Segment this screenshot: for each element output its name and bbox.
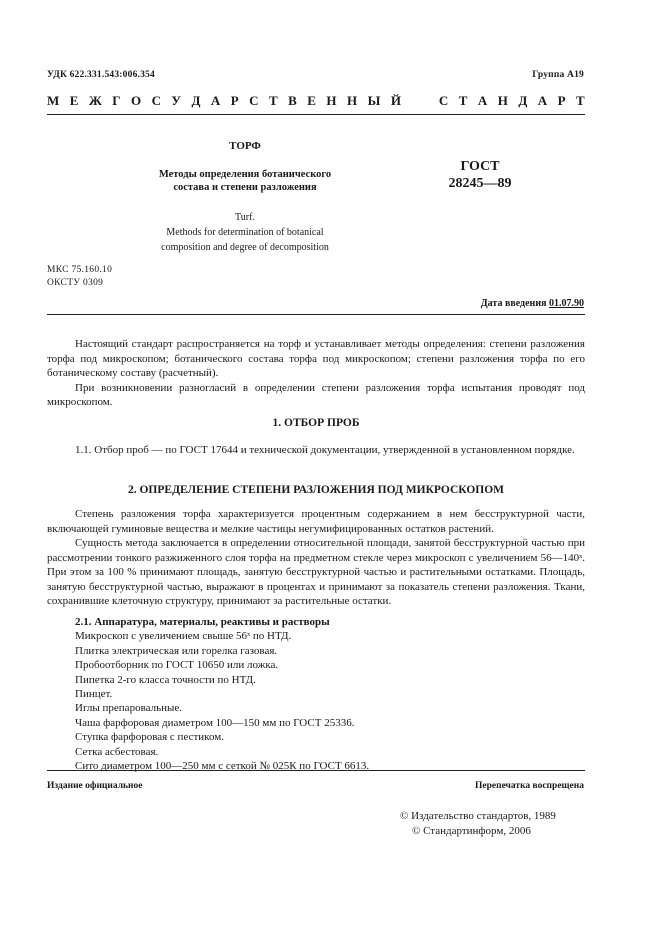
title-russian (150, 168, 340, 194)
banner-letter: Е (307, 93, 316, 108)
banner-letter (411, 93, 414, 109)
banner-letter: Й (390, 93, 401, 108)
section-1-paragraph: 1.1. Отбор проб — по ГОСТ 17644 и технической документации, утвержденной в установленном порядке. (75, 444, 575, 456)
list-item: Пинцет. (75, 688, 113, 701)
interstate-standard-banner (47, 93, 585, 109)
gost-number: 28245—89 (448, 176, 512, 191)
section-2-paragraph-2: Сущность метода заключается в определении относительной площади, занятой бесструктурной частью при рассмотрении тонкого разжиженного слоя торфа на предметном стекле через микроскоп с увеличением 56—140ˣ. При этом за 100 % принимают площадь, занятую бесструктурной частью и растительными остатками. Площадь, занятую бесструктурной частью, выражают в процентах и принимают за показатель степени разложения. Ткани, сохранившие клеточную структуру, принимают за растительные остатки. (47, 537, 585, 607)
copyright-publisher: © Издательство стандартов, 1989 (400, 810, 556, 822)
section-2-paragraph-1: Степень разложения торфа характеризуется процентным содержанием в нем бесструктурной части, включающей гуминовые вещества и мелкие частицы негумифицированных остатков растений. (47, 508, 585, 535)
title-russian-line1: Методы определения ботанического (158, 169, 332, 180)
list-item: Сетка асбестовая. (75, 745, 159, 758)
banner-letter: Г (112, 93, 121, 108)
official-edition-label: Издание официальное (47, 781, 143, 791)
list-item: Микроскоп с увеличением свыше 56ˣ по НТД. (75, 630, 292, 643)
gost-designation (445, 158, 515, 192)
copyright-standartinform: © Стандартинформ, 2006 (412, 825, 531, 837)
banner-letter: Н (326, 93, 337, 108)
date-divider (47, 314, 585, 315)
introduction-date-label: Дата введения (480, 298, 547, 309)
banner-letter: М (47, 93, 60, 108)
list-item: Чаша фарфоровая диаметром 100—150 мм по ГОСТ 25336. (75, 716, 355, 729)
banner-letter: А (537, 93, 548, 108)
intro-paragraph-1: Настоящий стандарт распространяется на торф и устанавливает методы определения: степени разложения торфа под микроскопом; ботанического состава торфа под микроскопом; степени разложения торфа по его ботаническому составу (расчетный). (47, 338, 585, 379)
banner-letter: О (130, 93, 142, 108)
list-item: Ступка фарфоровая с пестиком. (75, 731, 224, 744)
banner-letter: С (249, 93, 259, 108)
list-item: Сито диаметром 100—250 мм с сеткой № 025К по ГОСТ 6613. (75, 760, 370, 773)
group-code: Группа А19 (532, 70, 584, 80)
banner-letter: Н (497, 93, 508, 108)
banner-letter: Т (269, 93, 278, 108)
banner-letter: С (151, 93, 161, 108)
intro-section (47, 337, 585, 410)
banner-letter: Ж (88, 93, 102, 108)
title-english-line1: Turf. (235, 212, 255, 223)
introduction-date (481, 298, 584, 309)
section-1-heading: 1. ОТБОР ПРОБ (272, 417, 360, 429)
list-item: Иглы препаровальные. (75, 702, 183, 715)
list-item: Пробоотборник по ГОСТ 10650 или ложка. (75, 659, 279, 672)
okstu-code: ОКСТУ 0309 (47, 278, 104, 288)
section-2-body (47, 507, 585, 609)
banner-letter: У (171, 93, 181, 108)
section-2-heading: 2. ОПРЕДЕЛЕНИЕ СТЕПЕНИ РАЗЛОЖЕНИЯ ПОД МИКРОСКОПОМ (127, 484, 505, 496)
banner-letter: Д (191, 93, 201, 108)
header-divider (47, 114, 585, 115)
banner-letter: В (288, 93, 297, 108)
banner-letter: Е (69, 93, 79, 108)
title-russian-line2: состава и степени разложения (173, 182, 317, 193)
title-english (150, 210, 340, 255)
title-english-line2: Methods for determination of botanical (166, 227, 324, 238)
reprint-prohibited-label: Перепечатка воспрещена (474, 781, 584, 791)
banner-letter: Р (557, 93, 566, 108)
banner-letter: А (210, 93, 221, 108)
title-english-line3: composition and degree of decomposition (161, 242, 329, 253)
introduction-date-value: 01.07.90 (549, 298, 584, 309)
banner-letter (425, 93, 428, 109)
document-title: ТОРФ (229, 140, 261, 152)
banner-letter: Р (230, 93, 239, 108)
list-item: Пипетка 2-го класса точности по НТД. (75, 673, 256, 686)
banner-letter: Т (576, 93, 585, 108)
banner-letter: Т (458, 93, 468, 108)
equipment-list (75, 615, 369, 773)
mks-code: МКС 75.160.10 (47, 265, 113, 275)
gost-label: ГОСТ (460, 159, 500, 174)
banner-letter: С (438, 93, 449, 108)
banner-letter: Д (518, 93, 528, 108)
udk-code: УДК 622.331.543:006.354 (47, 70, 155, 80)
subsection-2-1-heading: 2.1. Аппаратура, материалы, реактивы и растворы (75, 616, 330, 628)
list-item: Плитка электрическая или горелка газовая. (75, 644, 278, 657)
intro-paragraph-2: При возникновении разногласий в определении степени разложения торфа испытания проводят под микроскопом. (47, 381, 585, 408)
footer-divider (47, 770, 585, 771)
section-1-body (47, 443, 585, 458)
banner-letter: Н (347, 93, 358, 108)
banner-letter: Ы (367, 93, 381, 108)
banner-letter: А (477, 93, 488, 108)
